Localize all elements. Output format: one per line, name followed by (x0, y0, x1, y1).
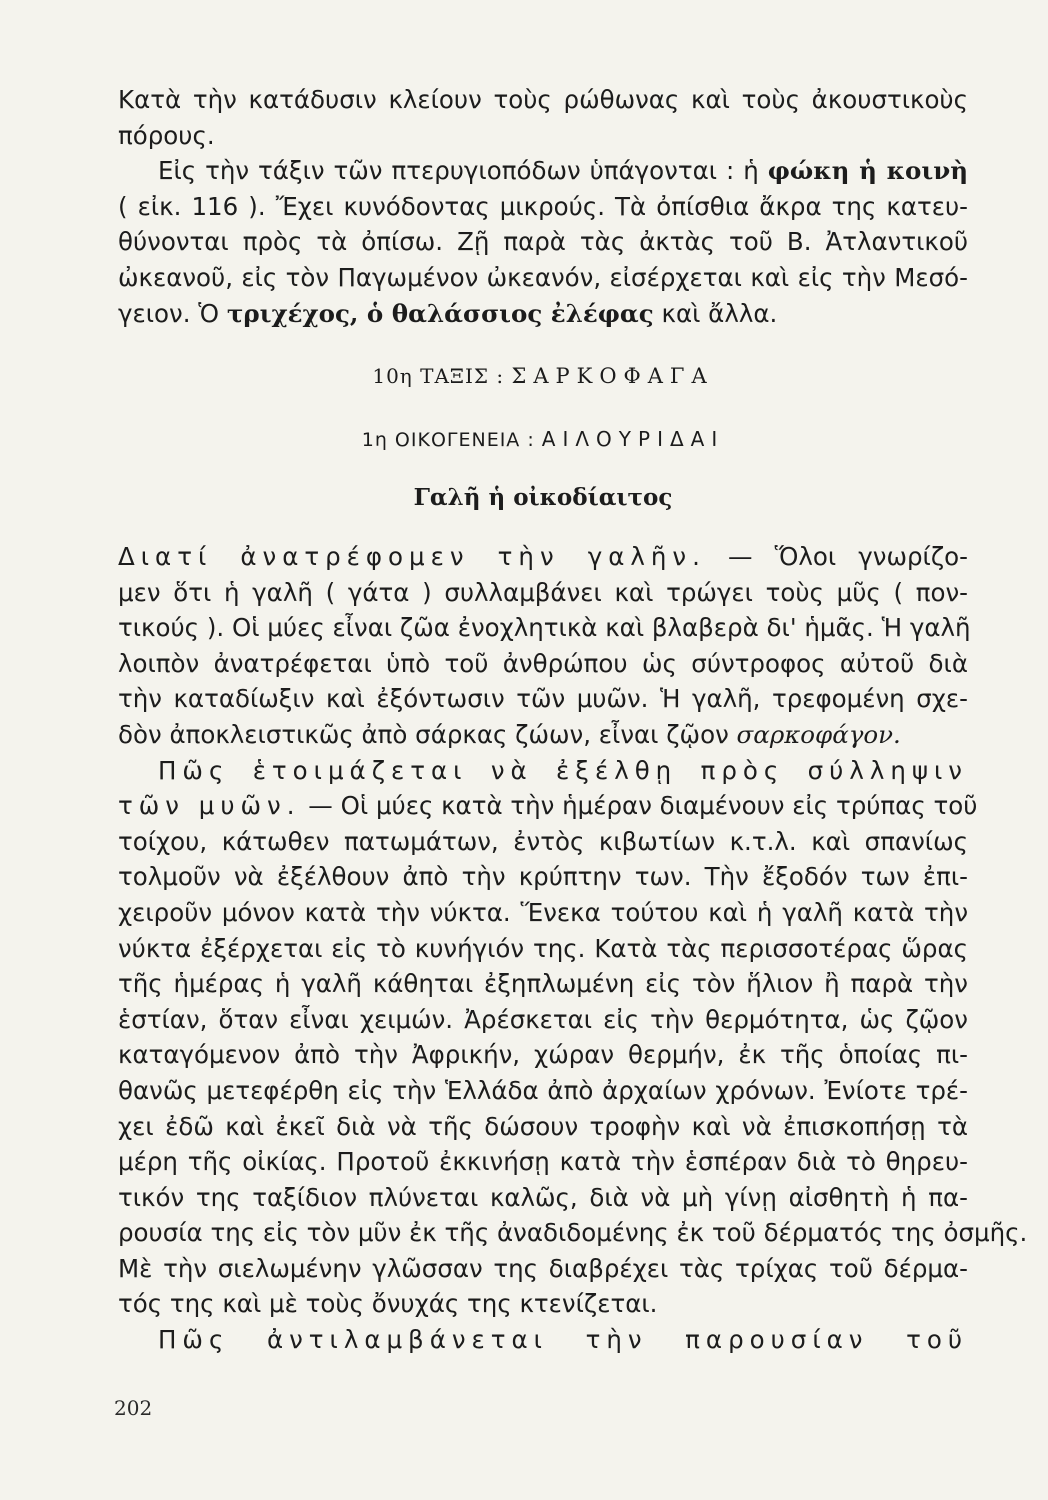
text-line: χειροῦν μόνον κατὰ τὴν νύκτα. Ἕνεκα τούτου καὶ ἡ γαλῆ κατὰ τὴν (118, 897, 968, 927)
section-title: Γαλῆ ἡ οἰκοδίαιτος (413, 484, 673, 511)
text-line: Πῶς ἀντιλαμβάνεται τὴν παρουσίαν τοῦ (158, 1325, 968, 1355)
text-line: τικόν της ταξίδιον πλύνεται καλῶς, διὰ νὰ μὴ γίνῃ αἰσθητὴ ἡ πα- (118, 1182, 968, 1212)
seal-paragraph (118, 82, 968, 331)
text-line: πόρους. (118, 120, 215, 150)
text-line (118, 153, 968, 189)
text-segment: — Ὅλοι γνωρίζο- (705, 542, 968, 571)
text-segment: δὸν ἀποκλειστικῶς ἀπὸ σάρκας ζώων, εἶναι ζῷον (118, 719, 737, 749)
order-name: ΣΑΡΚΟΦΑΓΑ (511, 364, 714, 388)
text-line (118, 296, 968, 332)
family-label: 1η ΟΙΚΟΓΕΝΕΙΑ : (361, 429, 542, 451)
text-line (118, 788, 978, 824)
text-line: τῆς ἡμέρας ἡ γαλῆ κάθηται ἐξηπλωμένη εἰς τὸν ἥλιον ἢ παρὰ τὴν (118, 969, 968, 999)
text-line: Πῶς ἑτοιμάζεται νὰ ἐξέλθῃ πρὸς σύλληψιν (158, 755, 968, 785)
text-line: ὠκεανοῦ, εἰς τὸν Παγωμένον ὠκεανόν, εἰσέρχεται καὶ εἰς τὴν Μεσό- (118, 262, 968, 292)
text-line: νύκτα ἐξέρχεται εἰς τὸ κυνήγιόν της. Κατὰ τὰς περισσοτέρας ὥρας (118, 933, 968, 963)
text-segment: καὶ ἄλλα. (653, 298, 778, 328)
cat-paragraphs (118, 539, 1028, 1358)
text-line: τικούς ). Οἱ μύες εἶναι ζῶα ἐνοχλητικὰ καὶ βλαβερὰ δι' ἡμᾶς. Ἡ γαλῆ (118, 613, 971, 643)
text-line: τός της καὶ μὲ τοὺς ὄνυχάς της κτενίζεται. (118, 1289, 658, 1319)
text-segment: — Οἱ μύες κατὰ τὴν ἡμέραν διαμένουν εἰς τρύπας τοῦ (300, 791, 978, 821)
text-line: τολμοῦν νὰ ἐξέλθουν ἀπὸ τὴν κρύπτην των. Τὴν ἔξοδόν των ἐπι- (118, 862, 968, 892)
text-line: Κατὰ τὴν κατάδυσιν κλείουν τοὺς ρώθωνας καὶ τοὺς ἀκουστικοὺς (118, 85, 968, 114)
text-segment: γειον. Ὁ (118, 298, 227, 328)
italic-term: σαρκοφάγον. (736, 719, 901, 749)
text-line: ἑστίαν, ὅταν εἶναι χειμών. Ἀρέσκεται εἰς τὴν θερμότητα, ὡς ζῷον (118, 1004, 968, 1034)
text-line (118, 717, 968, 753)
bold-term: φώκη ἡ κοινὴ (767, 156, 969, 186)
text-line: χει ἐδῶ καὶ ἐκεῖ διὰ νὰ τῆς δώσουν τροφὴν καὶ νὰ ἐπισκοπήσῃ τὰ (118, 1111, 968, 1141)
family-name: ΑΙΛΟΥΡΙΔΑΙ (541, 427, 725, 451)
bold-term: τριχέχος, ὁ θαλάσσιος ἐλέφας (226, 298, 654, 328)
text-line: θύνονται πρὸς τὰ ὀπίσω. Ζῇ παρὰ τὰς ἀκτὰς τοῦ Β. Ἀτλαντικοῦ (118, 227, 968, 257)
spaced-question: Διατί ἀνατρέφομεν τὴν γαλῆν. (118, 542, 706, 571)
family-heading (118, 427, 968, 451)
text-line: ( εἰκ. 116 ). Ἔχει κυνόδοντας μικρούς. Τὰ ὀπίσθια ἄκρα της κατευ- (118, 191, 968, 221)
spaced-question: τῶν μυῶν. (118, 791, 301, 821)
order-heading (118, 364, 968, 388)
text-line: μεν ὅτι ἡ γαλῆ ( γάτα ) συλλαμβάνει καὶ τρώγει τοὺς μῦς ( πον- (118, 577, 968, 607)
text-line: Μὲ τὴν σιελωμένην γλῶσσαν της διαβρέχει τὰς τρίχας τοῦ δέρμα- (118, 1253, 968, 1283)
text-line: μέρη τῆς οἰκίας. Προτοῦ ἐκκινήσῃ κατὰ τὴν ἑσπέραν διὰ τὸ θηρευ- (118, 1147, 968, 1177)
text-line: τοίχου, κάτωθεν πατωμάτων, ἐντὸς κιβωτίων κ.τ.λ. καὶ σπανίως (118, 826, 968, 856)
text-line: καταγόμενον ἀπὸ τὴν Ἀφρικήν, χώραν θερμήν, ἐκ τῆς ὁποίας πι- (118, 1040, 968, 1070)
text-line: ρουσία της εἰς τὸν μῦν ἐκ τῆς ἀναδιδομένης ἐκ τοῦ δέρματός της ὀσμῆς. (118, 1218, 1028, 1248)
text-line: θανῶς μετεφέρθη εἰς τὴν Ἑλλάδα ἀπὸ ἀρχαίων χρόνων. Ἐνίοτε τρέ- (118, 1075, 968, 1105)
page-number: 202 (114, 1396, 153, 1420)
order-label: 10η ΤΑΞΙΣ : (372, 364, 512, 388)
text-segment: Εἰς τὴν τάξιν τῶν πτερυγιοπόδων ὑπάγονται : ἡ (158, 156, 768, 186)
text-line (118, 539, 968, 575)
text-line: λοιπὸν ἀνατρέφεται ὑπὸ τοῦ ἀνθρώπου ὡς σύντροφος αὐτοῦ διὰ (118, 648, 968, 678)
text-line: τὴν καταδίωξιν καὶ ἐξόντωσιν τῶν μυῶν. Ἡ γαλῆ, τρεφομένη σχε- (118, 684, 968, 714)
